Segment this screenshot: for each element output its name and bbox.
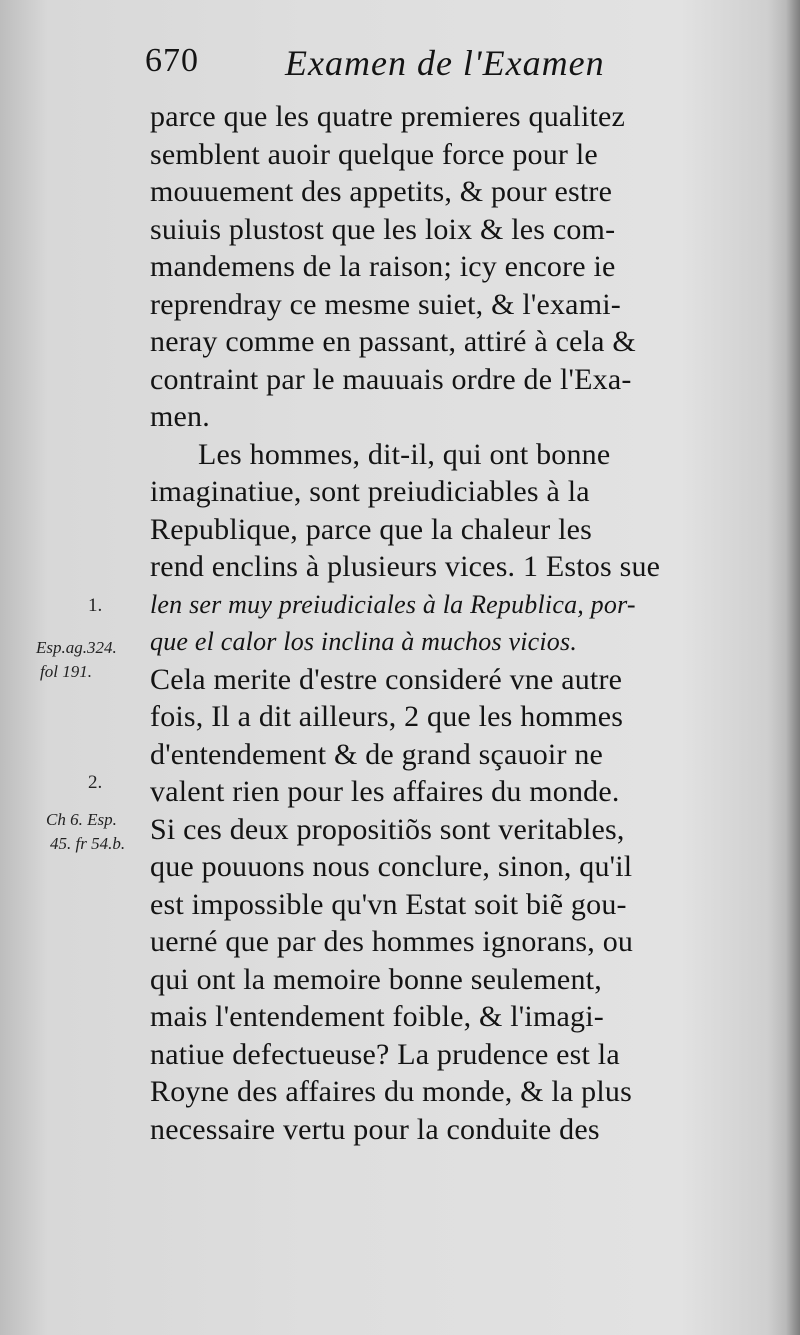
text-line: uerné que par des hommes ignorans, ou bbox=[150, 925, 634, 958]
page-number: 670 bbox=[145, 42, 199, 79]
text-line: Cela merite d'estre consideré vne autre bbox=[150, 662, 623, 696]
text-line: contraint par le mauuais ordre de l'Exa- bbox=[150, 362, 632, 396]
text-line: d'entendement & de grand sçauoir ne bbox=[150, 737, 604, 771]
running-title: Examen de l'Examen bbox=[285, 43, 605, 83]
body-text bbox=[150, 98, 750, 1148]
text-line: que pouuons nous conclure, sinon, qu'il bbox=[150, 850, 633, 883]
margin-note-1-ref-b: fol 191. bbox=[40, 662, 92, 681]
margin-note-2-number: 2. bbox=[88, 772, 103, 793]
text-line: est impossible qu'vn Estat soit biẽ gou- bbox=[150, 887, 627, 921]
margin-note-2-ref-b: 45. fr 54.b. bbox=[50, 834, 126, 853]
text-line: valent rien pour les affaires du monde. bbox=[150, 775, 620, 808]
margin-notes bbox=[0, 0, 150, 1335]
text-line: semblent auoir quelque force pour le bbox=[150, 137, 598, 171]
text-line: neray comme en passant, attiré à cela & bbox=[150, 325, 636, 358]
text-line: qui ont la memoire bonne seulement, bbox=[150, 962, 602, 996]
text-line: mais l'entendement foible, & l'imagi- bbox=[150, 1000, 604, 1033]
margin-note-1-ref-a: Esp.ag.324. bbox=[36, 638, 117, 657]
text-line: parce que les quatre premieres qualitez bbox=[150, 100, 626, 133]
quote-line: que el calor los inclina à muchos vicios. bbox=[150, 627, 578, 656]
text-line: rend enclins à plusieurs vices. 1 Estos sue bbox=[150, 550, 661, 583]
text-line: fois, Il a dit ailleurs, 2 que les hommes bbox=[150, 700, 624, 733]
text-line: reprendray ce mesme suiet, & l'exami- bbox=[150, 287, 621, 321]
text-line: Royne des affaires du monde, & la plus bbox=[150, 1075, 632, 1108]
page-edge-shadow bbox=[786, 0, 800, 1335]
margin-note-1-number: 1. bbox=[88, 595, 103, 616]
text-line: Les hommes, dit-il, qui ont bonne bbox=[198, 437, 611, 471]
text-line: mandemens de la raison; icy encore ie bbox=[150, 250, 616, 283]
page-header bbox=[145, 42, 745, 92]
text-line: Si ces deux propositiõs sont veritables, bbox=[150, 812, 625, 846]
quote-line: len ser muy preiudiciales à la Republica, por- bbox=[150, 589, 636, 619]
text-line: suiuis plustost que les loix & les com- bbox=[150, 212, 616, 246]
text-line: men. bbox=[150, 400, 210, 433]
text-line: mouuement des appetits, & pour estre bbox=[150, 175, 613, 208]
margin-note-2-ref-a: Ch 6. Esp. bbox=[46, 810, 117, 829]
text-line: Republique, parce que la chaleur les bbox=[150, 512, 593, 546]
text-line: natiue defectueuse? La prudence est la bbox=[150, 1037, 620, 1071]
text-line: imaginatiue, sont preiudiciables à la bbox=[150, 475, 590, 508]
text-line: necessaire vertu pour la conduite des bbox=[150, 1112, 600, 1146]
